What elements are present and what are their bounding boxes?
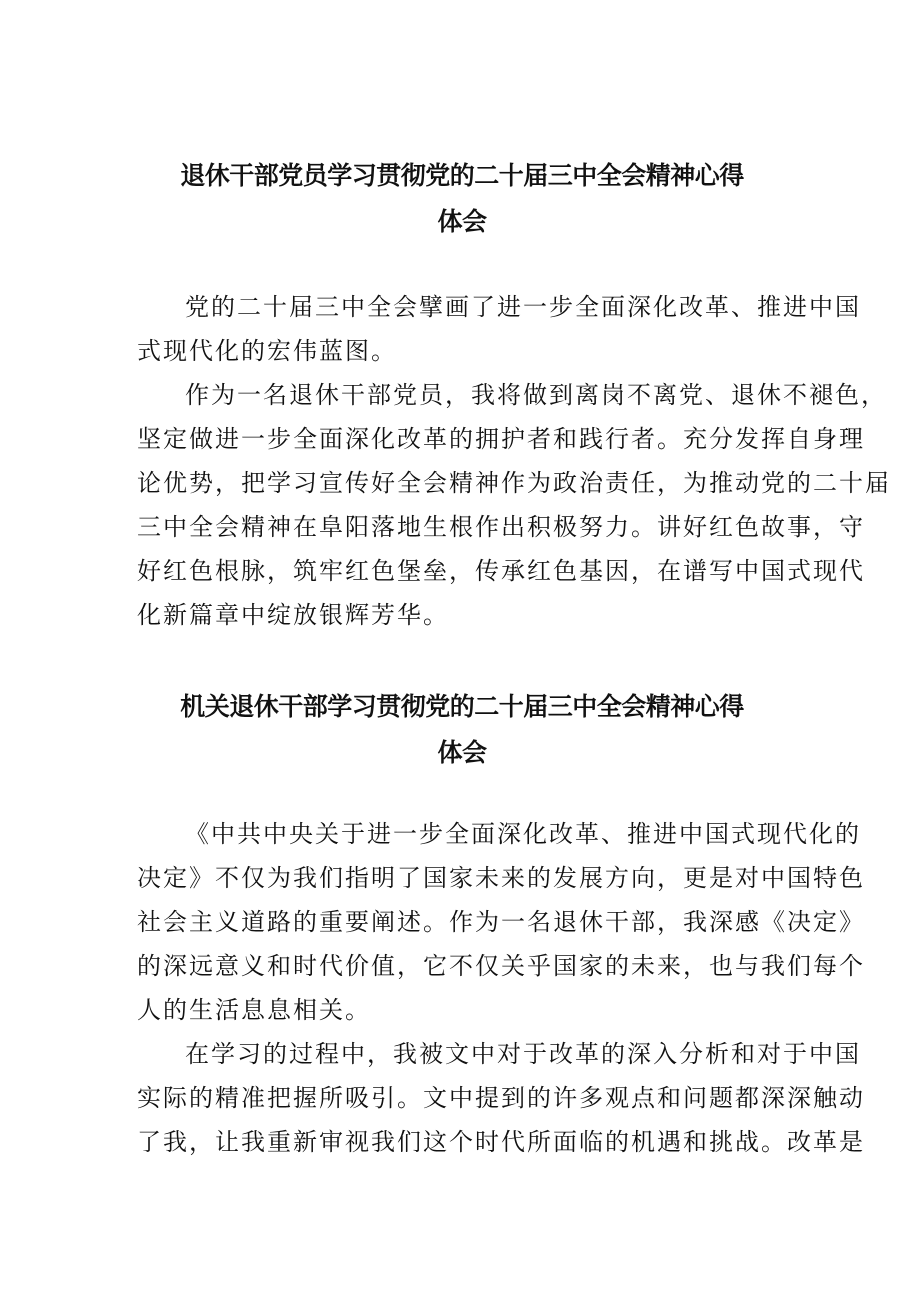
article-title-1-line-1: 退休干部党员学习贯彻党的二十届三中全会精神心得 bbox=[180, 161, 744, 190]
text-line: 党的二十届三中全会擘画了进一步全面深化改革、推进中国 bbox=[185, 293, 861, 321]
text-line: 决定》不仅为我们指明了国家未来的发展方向，更是对中国特色 bbox=[137, 864, 865, 892]
text-line: 的深远意义和时代价值，它不仅关乎国家的未来，也与我们每个 bbox=[137, 952, 865, 980]
article-title-2-line-2: 体会 bbox=[437, 738, 487, 767]
article-title-2 bbox=[137, 684, 787, 776]
article-title-2-line-1: 机关退休干部学习贯彻党的二十届三中全会精神心得 bbox=[180, 692, 744, 721]
text-line: 社会主义道路的重要阐述。作为一名退休干部，我深感《决定》 bbox=[137, 908, 865, 936]
text-line: 作为一名退休干部党员，我将做到离岗不离党、退休不褪色， bbox=[185, 381, 887, 409]
text-line: 坚定做进一步全面深化改革的拥护者和践行者。充分发挥自身理 bbox=[137, 425, 865, 453]
article-title-1-line-2: 体会 bbox=[437, 207, 487, 236]
article-2-paragraph-1 bbox=[137, 812, 865, 1032]
text-line: 论优势，把学习宣传好全会精神作为政治责任，为推动党的二十届 bbox=[137, 469, 891, 497]
text-line: 化新篇章中绽放银辉芳华。 bbox=[137, 601, 449, 629]
text-line: 好红色根脉，筑牢红色堡垒，传承红色基因，在谱写中国式现代 bbox=[137, 557, 865, 585]
article-2-paragraph-2 bbox=[137, 1032, 865, 1164]
text-line: 三中全会精神在阜阳落地生根作出积极努力。讲好红色故事，守 bbox=[137, 513, 865, 541]
text-line: 《中共中央关于进一步全面深化改革、推进中国式现代化的 bbox=[185, 820, 861, 848]
text-line: 实际的精准把握所吸引。文中提到的许多观点和问题都深深触动 bbox=[137, 1084, 865, 1112]
article-1-paragraph-2 bbox=[137, 373, 891, 637]
text-line: 人的生活息息相关。 bbox=[137, 996, 371, 1024]
text-line: 了我，让我重新审视我们这个时代所面临的机遇和挑战。改革是 bbox=[137, 1128, 865, 1156]
text-line: 在学习的过程中，我被文中对于改革的深入分析和对于中国 bbox=[185, 1040, 861, 1068]
article-1-paragraph-1 bbox=[137, 285, 861, 373]
article-title-1 bbox=[137, 153, 787, 245]
text-line: 式现代化的宏伟蓝图。 bbox=[137, 337, 397, 365]
